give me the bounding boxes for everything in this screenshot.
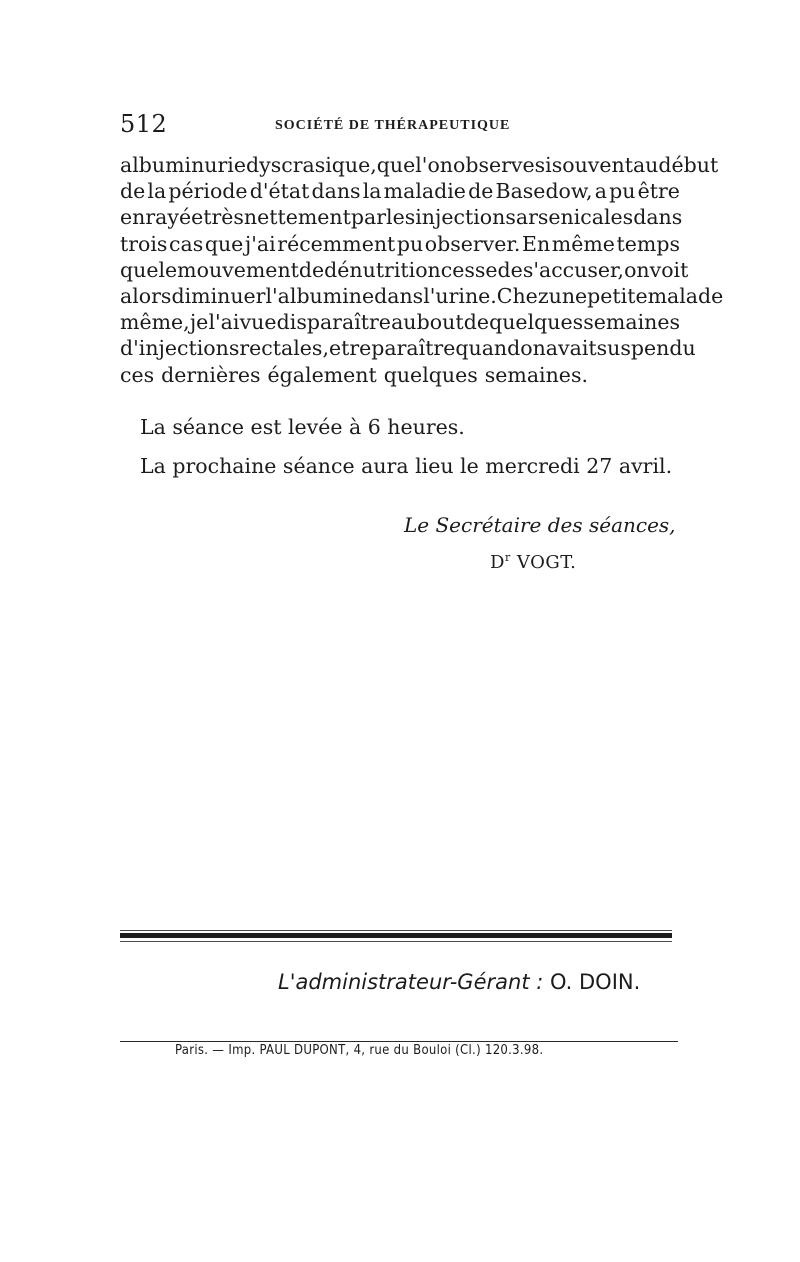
page-number: 512 xyxy=(120,110,168,138)
divider-rule-bottom xyxy=(120,941,672,942)
signature-name-prefix: D xyxy=(490,552,505,573)
signature-name xyxy=(490,551,576,573)
page-header xyxy=(120,110,680,144)
body-line: alors diminuer l'albumine dans l'urine. Chez une petite malade xyxy=(120,283,724,308)
signature-name-superscript: r xyxy=(504,551,511,564)
administrator-name: O. DOIN. xyxy=(543,970,641,994)
signature-name-surname: VOGT. xyxy=(510,552,577,573)
divider-rule-thick xyxy=(120,933,672,938)
session-end-text: La séance est levée à 6 heures. xyxy=(140,415,465,439)
body-line: d'injections rectales, et reparaître quand on avait suspendu xyxy=(120,336,696,361)
administrator-line xyxy=(278,970,640,994)
next-session-text: La prochaine séance aura lieu le mercredi 27 avril. xyxy=(140,454,673,478)
body-line: trois cas que j'ai récemment pu observer. En même temps xyxy=(120,231,680,256)
imprint-rule xyxy=(120,1041,678,1042)
body-line: que le mouvement de dénutrition cesse de s'accuser, on voit xyxy=(120,257,689,282)
body-line: enrayée très nettement par les injections arsenicales dans xyxy=(120,205,683,230)
body-line: même, je l'ai vue disparaître au bout de quelques semaines xyxy=(120,310,680,335)
body-paragraph xyxy=(120,152,724,388)
divider-rule-top xyxy=(120,930,672,931)
printer-imprint: Paris. — Imp. PAUL DUPONT, 4, rue du Bouloi (Cl.) 120.3.98. xyxy=(175,1043,544,1058)
administrator-role: L'administrateur-Gérant : xyxy=(278,970,544,994)
body-line: de la période d'état dans la maladie de Basedow, a pu être xyxy=(120,179,680,204)
running-head: SOCIÉTÉ DE THÉRAPEUTIQUE xyxy=(275,118,511,133)
signature-title: Le Secrétaire des séances, xyxy=(404,513,676,537)
body-line: ces dernières également quelques semaines. xyxy=(120,362,588,387)
body-line: albuminurie dyscrasique, que l'on observe si souvent au début xyxy=(120,153,719,177)
